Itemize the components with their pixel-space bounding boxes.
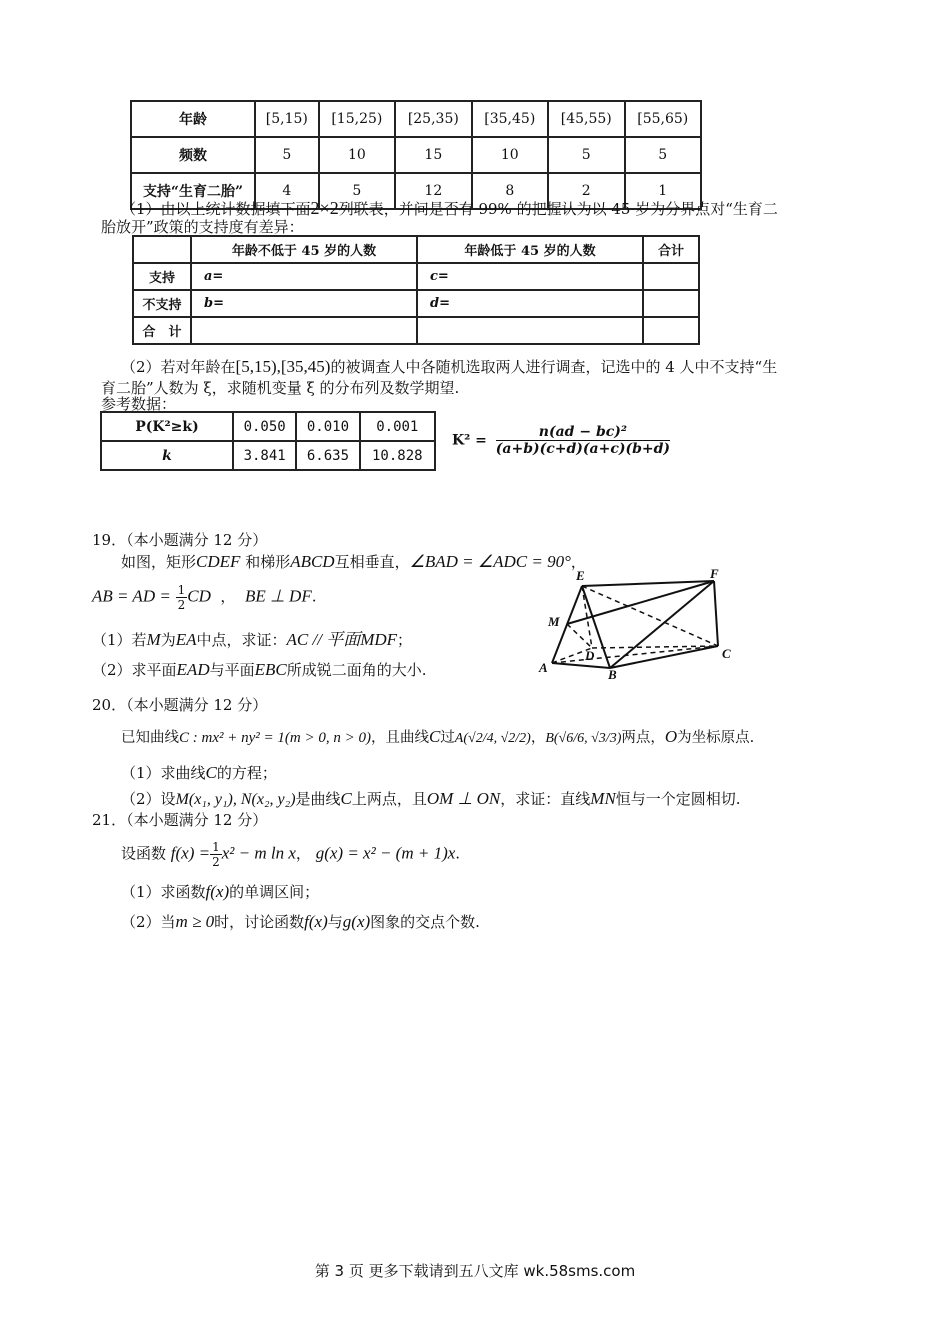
q20-text: ，求证：直线 [500,790,591,808]
q19-title: 19．（本小题满分 12 分） [92,531,268,549]
fraction-numerator: 1 [212,840,220,854]
edge-ab [552,663,610,668]
table3-cell: 6.635 [296,441,359,470]
table3-cell: 0.010 [296,412,359,441]
q21-text: . [455,844,461,863]
edge-md-hidden [567,624,592,648]
table1-cell: 2 [548,173,624,209]
formula-denominator: (a+b)(c+d)(a+c)(b+d) [495,441,671,457]
q21-text: 时，讨论函数 [214,913,305,931]
q19-math: AB = AD = [92,586,171,606]
edge-mf [567,581,714,624]
label-e: E [576,568,585,583]
table1-cell: 12 [395,173,471,209]
q20-line2 [121,763,277,783]
q20-text: （2）设 [121,790,176,808]
q19-math: ∠BAD = ∠ADC = 90° [409,552,571,571]
q20-line3 [121,789,741,810]
q18-part2-text: 的被调查人中各随机选取两人进行调查，记选中的 4 人中不支持“生 [330,358,778,376]
q20-text: ， [530,730,546,746]
q19-line3 [92,630,412,650]
edge-bc [610,646,718,668]
label-b: B [608,667,617,680]
q19-line1 [121,552,586,572]
q21-text: （2）当 [121,913,176,931]
label-a: A [539,660,548,675]
q20-text: ，且曲线 [370,730,429,746]
table1-cell: 5 [548,137,624,173]
table3-cell: 3.841 [233,441,296,470]
q19-text: ， [570,553,586,571]
q20-math: O [664,727,678,746]
fraction-denominator: 2 [177,598,186,612]
table1-cell: 15 [395,137,471,173]
table3-header: P(K²≥k) [101,412,233,441]
table1-header-cell: [35,45) [472,101,548,137]
q19-math: EBC [254,660,287,679]
one-half-fraction [176,583,188,612]
table1-cell: 5 [625,137,702,173]
q21-text: 设函数 [121,844,167,863]
q21-line3 [121,912,480,932]
q20-math: C [428,727,441,746]
q19-line2 [92,583,317,612]
q20-math: C [340,789,352,808]
q18-part2-text: （2）若对年龄在 [121,358,236,376]
q18-part1-text: （1）由以上统计数据填下面 [121,200,311,218]
q19-text: 与平面 [209,661,255,679]
table2-header: 年龄不低于 45 岁的人数 [191,236,417,263]
table1-header-cell: [25,35) [395,101,471,137]
table3-cell: 0.001 [360,412,435,441]
table3-cell: 0.050 [233,412,296,441]
q19-math: AC // 平面MDF [286,630,398,649]
q19-text: 所成锐二面角的大小. [286,661,427,679]
label-c: C [722,646,731,661]
fraction-denominator: 2 [212,855,220,869]
q20-math: A(√2/4, √2/2) [454,731,531,746]
page-footer: 第 3 页 更多下载请到五八文库 wk.58sms.com [314,1262,636,1280]
q19-text: （2）求平面 [92,661,177,679]
q19-text: ， [220,587,236,606]
table1-cell: 1 [625,173,702,209]
q21-text: 图象的交点个数. [370,913,480,931]
q20-text: 过 [440,730,455,746]
table1-cell: 10 [472,137,548,173]
table1-cell: 5 [319,173,395,209]
q20-title: 20．（本小题满分 12 分） [92,696,268,714]
table3-cell: 10.828 [360,441,435,470]
q21-text: （1）求函数 [121,883,206,901]
table2-cell: c= [417,263,643,290]
table2-row-label: 合 计 [133,317,191,344]
q19-math: BE ⊥ DF [244,586,312,606]
q21-text: ， [295,844,311,863]
formula-numerator: n(ad − bc)² [496,424,670,441]
q20-math: B(√6/6, √3/3) [545,731,622,746]
table2-cell [643,263,699,290]
q18-part1-math: 2×2 [310,198,339,218]
table1-header-cell: [15,25) [319,101,395,137]
fraction-numerator: 1 [177,583,186,597]
q21-title: 21．（本小题满分 12 分） [92,811,268,829]
geometry-figure [536,568,736,680]
q21-line2 [121,882,319,902]
contingency-table [132,235,700,345]
table1-cell: 10 [319,137,395,173]
q19-text: 如图，矩形 [121,553,197,571]
q21-math: f(x) [205,882,230,901]
q20-text: 恒与一个定圆相切. [615,790,741,808]
table1-row-label: 频数 [131,137,255,173]
edge-ef [582,581,714,586]
edge-fc [714,581,718,646]
table2-cell: d= [417,290,643,317]
table1-cell: 8 [472,173,548,209]
q20-math: MN [590,789,616,808]
q21-math: f(x) = [170,843,211,863]
q20-text: （1）求曲线 [121,764,206,782]
table2-cell [417,317,643,344]
reference-data-label: 参考数据： [101,395,177,413]
critical-value-table [100,411,436,471]
table2-row-label: 不支持 [133,290,191,317]
formula-fraction [496,424,670,457]
q19-text: 互相垂直， [334,553,410,571]
q20-text: 为坐标原点. [677,730,755,746]
table1-header-cell: [45,55) [548,101,624,137]
table1-cell: 5 [255,137,319,173]
table1-cell: 4 [255,173,319,209]
q19-math: EAD [176,660,210,679]
q19-math: EA [175,630,197,649]
table3-header: k [101,441,233,470]
q20-text: 是曲线 [295,790,341,808]
table2-cell: b= [191,290,417,317]
q20-line1 [121,727,754,749]
q20-math: M(x₁, y₁), N(x₂, y₂) [175,791,296,808]
table2-cell: a= [191,263,417,290]
table2-cell [191,317,417,344]
q18-part1-line2: 胎放开”政策的支持度有差异： [101,218,304,236]
table1-header-age: 年龄 [131,101,255,137]
q19-text: （1）若 [92,631,147,649]
table2-cell [643,317,699,344]
q18-part2-math: [5,15),[35,45) [235,357,331,376]
q18-part1-line1 [121,198,778,219]
q21-text: 的单调区间； [229,883,320,901]
q19-math: ABCD [290,552,335,571]
q21-text: 与 [327,913,343,931]
label-f: F [710,568,719,581]
q20-math: C [205,763,217,782]
q19-text: 中点，求证： [196,631,287,649]
k-squared-formula [452,424,670,457]
q19-text: . [311,587,317,606]
label-d: D [585,648,595,663]
age-frequency-table [130,100,702,210]
q20-text: 已知曲线 [121,730,179,746]
q20-math: OM ⊥ ON [426,789,501,808]
table1-header-cell: [55,65) [625,101,702,137]
edge-ac-hidden [552,646,718,663]
table2-header: 合计 [643,236,699,263]
table2-header: 年龄低于 45 岁的人数 [417,236,643,263]
q20-text: 两点， [621,730,665,746]
q21-math: g(x) = x² − (m + 1)x [315,843,456,863]
q18-part2-line1 [121,357,777,377]
one-half-fraction [210,840,222,869]
q21-line1 [121,840,460,869]
q19-text: ； [397,631,413,649]
q21-math: x² − m ln x [221,843,296,863]
q20-math: C : mx² + ny² = 1(m > 0, n > 0) [179,730,371,746]
table1-header-cell: [5,15) [255,101,319,137]
q21-math: m ≥ 0 [175,912,215,931]
q19-math: CDEF [196,552,241,571]
q19-text: 和梯形 [245,553,291,571]
q21-math: g(x) [342,912,371,931]
table2-corner [133,236,191,263]
q18-part1-text: 列联表，并问是否有 99% 的把握认为以 45 岁为分界点对“生育二 [338,200,778,218]
table2-row-label: 支持 [133,263,191,290]
q19-math: CD [187,586,211,606]
q19-line4 [92,660,427,680]
table1-row-label: 支持“生育二胎” [131,173,255,209]
table2-cell [643,290,699,317]
q20-text: 上两点，且 [351,790,427,808]
q20-text: 的方程； [216,764,277,782]
q21-math: f(x) [304,912,328,931]
q19-text: 为 [160,631,176,649]
q19-math: M [146,630,161,649]
q18-part2-line2: 育二胎”人数为 ξ，求随机变量 ξ 的分布列及数学期望. [101,379,460,397]
label-m: M [548,614,560,629]
formula-lhs: K² = [452,432,487,449]
